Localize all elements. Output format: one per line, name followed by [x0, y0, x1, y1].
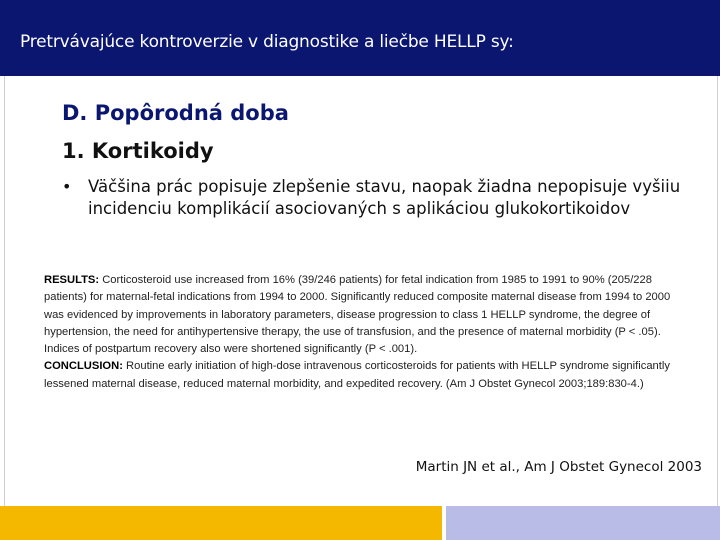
conclusion-text: Routine early initiation of high-dose intravenous corticosteroids for patients with HELLP syndrome significantly lessened maternal disease, reduced maternal morbidity, and expedited recovery. (Am J Obstet Gynecol 2003;189:830-4.): [44, 360, 670, 390]
conclusion-label: CONCLUSION:: [44, 360, 123, 373]
title-bar: [0, 0, 720, 76]
footer-bar-right: [446, 506, 720, 540]
footer-bar-left: [0, 506, 442, 540]
bullet-icon: •: [62, 177, 72, 196]
citation: Martin JN et al., Am J Obstet Gynecol 2003: [415, 459, 702, 475]
abstract-excerpt: [44, 272, 680, 393]
results-text: Corticosteroid use increased from 16% (39/246 patients) for fetal indication from 1985 to 1991 to 90% (205/228 patients) for maternal-fetal indications from 1994 to 2000. Significantly reduced composite maternal disease from 1994 to 2000 was evidenced by improvements in laboratory parameters, disease progression to class 1 HELLP syndrome, the degree of hypertension, the need for antihypertensive therapy, the use of transfusion, and the presence of maternal morbidity (P < .05). Indices of postpartum recovery also were shortened significantly (P < .001).: [44, 274, 671, 356]
section-heading: D. Popôrodná doba: [62, 101, 289, 125]
subsection-heading: 1. Kortikoidy: [62, 139, 214, 163]
slide-title: Pretrvávajúce kontroverzie v diagnostike a liečbe HELLP sy:: [20, 32, 514, 52]
results-label: RESULTS:: [44, 274, 100, 286]
bullet-text: Väčšina prác popisuje zlepšenie stavu, naopak žiadna nepopisuje vyšiiu incidenciu komplikácií asociovaných s aplikáciou glukokortikoidov: [88, 177, 681, 218]
